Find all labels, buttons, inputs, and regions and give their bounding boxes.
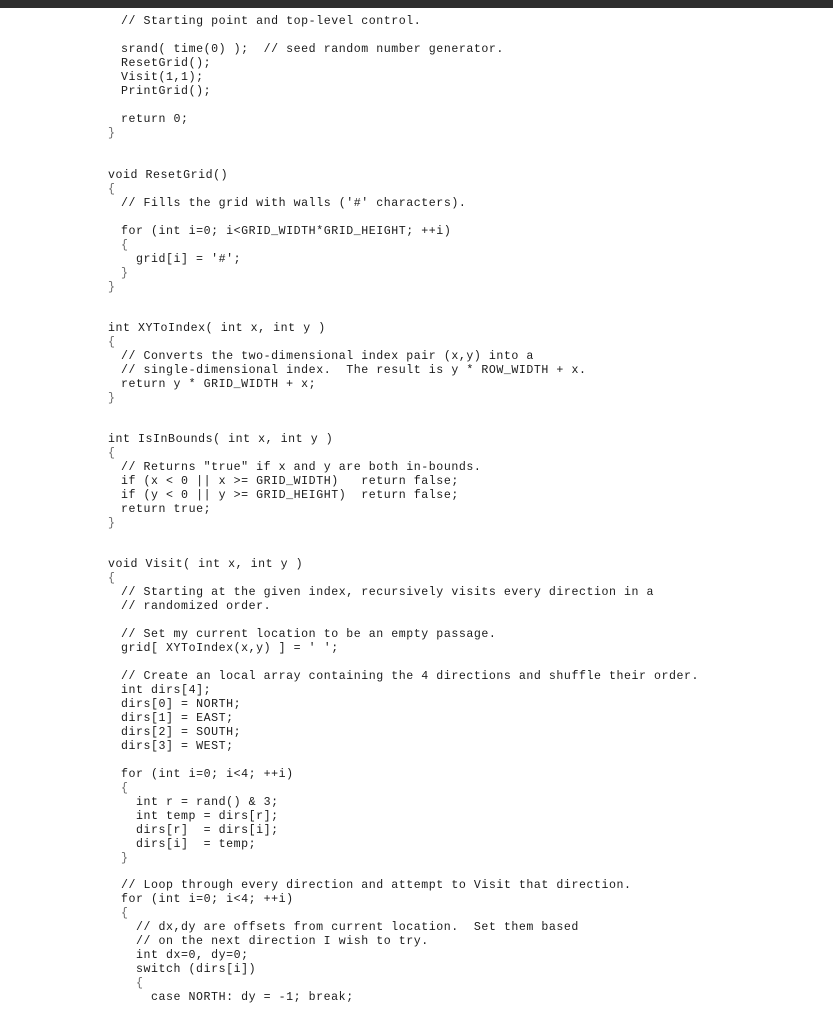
- code-line: dirs[2] = SOUTH;: [121, 726, 242, 739]
- code-line: // Returns "true" if x and y are both in-bounds.: [121, 461, 482, 474]
- code-line: switch (dirs[i]): [136, 963, 257, 976]
- code-line: }: [108, 127, 116, 140]
- code-line: {: [121, 239, 129, 252]
- code-line: }: [121, 267, 129, 280]
- code-line: int temp = dirs[r];: [136, 810, 279, 823]
- code-line: dirs[0] = NORTH;: [121, 698, 242, 711]
- code-line: // Fills the grid with walls ('#' characters).: [121, 197, 467, 210]
- code-line: int dx=0, dy=0;: [136, 949, 249, 962]
- code-line: srand( time(0) ); // seed random number generator.: [121, 43, 504, 56]
- code-line: // dx,dy are offsets from current location. Set them based: [136, 921, 579, 934]
- code-line: Visit(1,1);: [121, 71, 204, 84]
- code-line: void ResetGrid(): [108, 169, 229, 182]
- code-line: return 0;: [121, 113, 189, 126]
- code-line: return true;: [121, 503, 212, 516]
- code-line: // randomized order.: [121, 600, 272, 613]
- code-line: // Starting at the given index, recursively visits every direction in a: [121, 586, 655, 599]
- code-line: int XYToIndex( int x, int y ): [108, 322, 326, 335]
- code-line: {: [108, 447, 116, 460]
- code-line: {: [108, 183, 116, 196]
- code-line: {: [108, 572, 116, 585]
- code-line: // Set my current location to be an empty passage.: [121, 628, 497, 641]
- code-line: // single-dimensional index. The result is y * ROW_WIDTH + x.: [121, 364, 587, 377]
- code-line: }: [108, 392, 116, 405]
- code-line: {: [121, 782, 129, 795]
- code-line: int IsInBounds( int x, int y ): [108, 433, 334, 446]
- code-line: int dirs[4];: [121, 684, 212, 697]
- code-line: dirs[i] = temp;: [136, 838, 257, 851]
- code-line: return y * GRID_WIDTH + x;: [121, 378, 317, 391]
- code-line: ResetGrid();: [121, 57, 212, 70]
- code-line: for (int i=0; i<4; ++i): [121, 768, 294, 781]
- code-line: }: [108, 281, 116, 294]
- code-line: int r = rand() & 3;: [136, 796, 279, 809]
- code-line: case NORTH: dy = -1; break;: [151, 991, 354, 1004]
- code-line: }: [121, 852, 129, 865]
- code-line: }: [108, 517, 116, 530]
- code-line: void Visit( int x, int y ): [108, 558, 304, 571]
- code-line: for (int i=0; i<4; ++i): [121, 893, 294, 906]
- code-line: dirs[1] = EAST;: [121, 712, 234, 725]
- code-line: dirs[r] = dirs[i];: [136, 824, 279, 837]
- code-line: // Starting point and top-level control.: [121, 15, 422, 28]
- code-line: grid[ XYToIndex(x,y) ] = ' ';: [121, 642, 339, 655]
- code-line: if (x < 0 || x >= GRID_WIDTH) return false;: [121, 475, 459, 488]
- code-line: grid[i] = '#';: [136, 253, 242, 266]
- code-line: // Create an local array containing the 4 directions and shuffle their order.: [121, 670, 700, 683]
- code-line: // on the next direction I wish to try.: [136, 935, 429, 948]
- code-line: PrintGrid();: [121, 85, 212, 98]
- code-line: for (int i=0; i<GRID_WIDTH*GRID_HEIGHT; ++i): [121, 225, 452, 238]
- code-line: // Converts the two-dimensional index pair (x,y) into a: [121, 350, 534, 363]
- code-line: {: [108, 336, 116, 349]
- code-line: {: [136, 977, 144, 990]
- code-line: {: [121, 907, 129, 920]
- code-line: if (y < 0 || y >= GRID_HEIGHT) return false;: [121, 489, 459, 502]
- code-line: // Loop through every direction and attempt to Visit that direction.: [121, 879, 632, 892]
- code-line: dirs[3] = WEST;: [121, 740, 234, 753]
